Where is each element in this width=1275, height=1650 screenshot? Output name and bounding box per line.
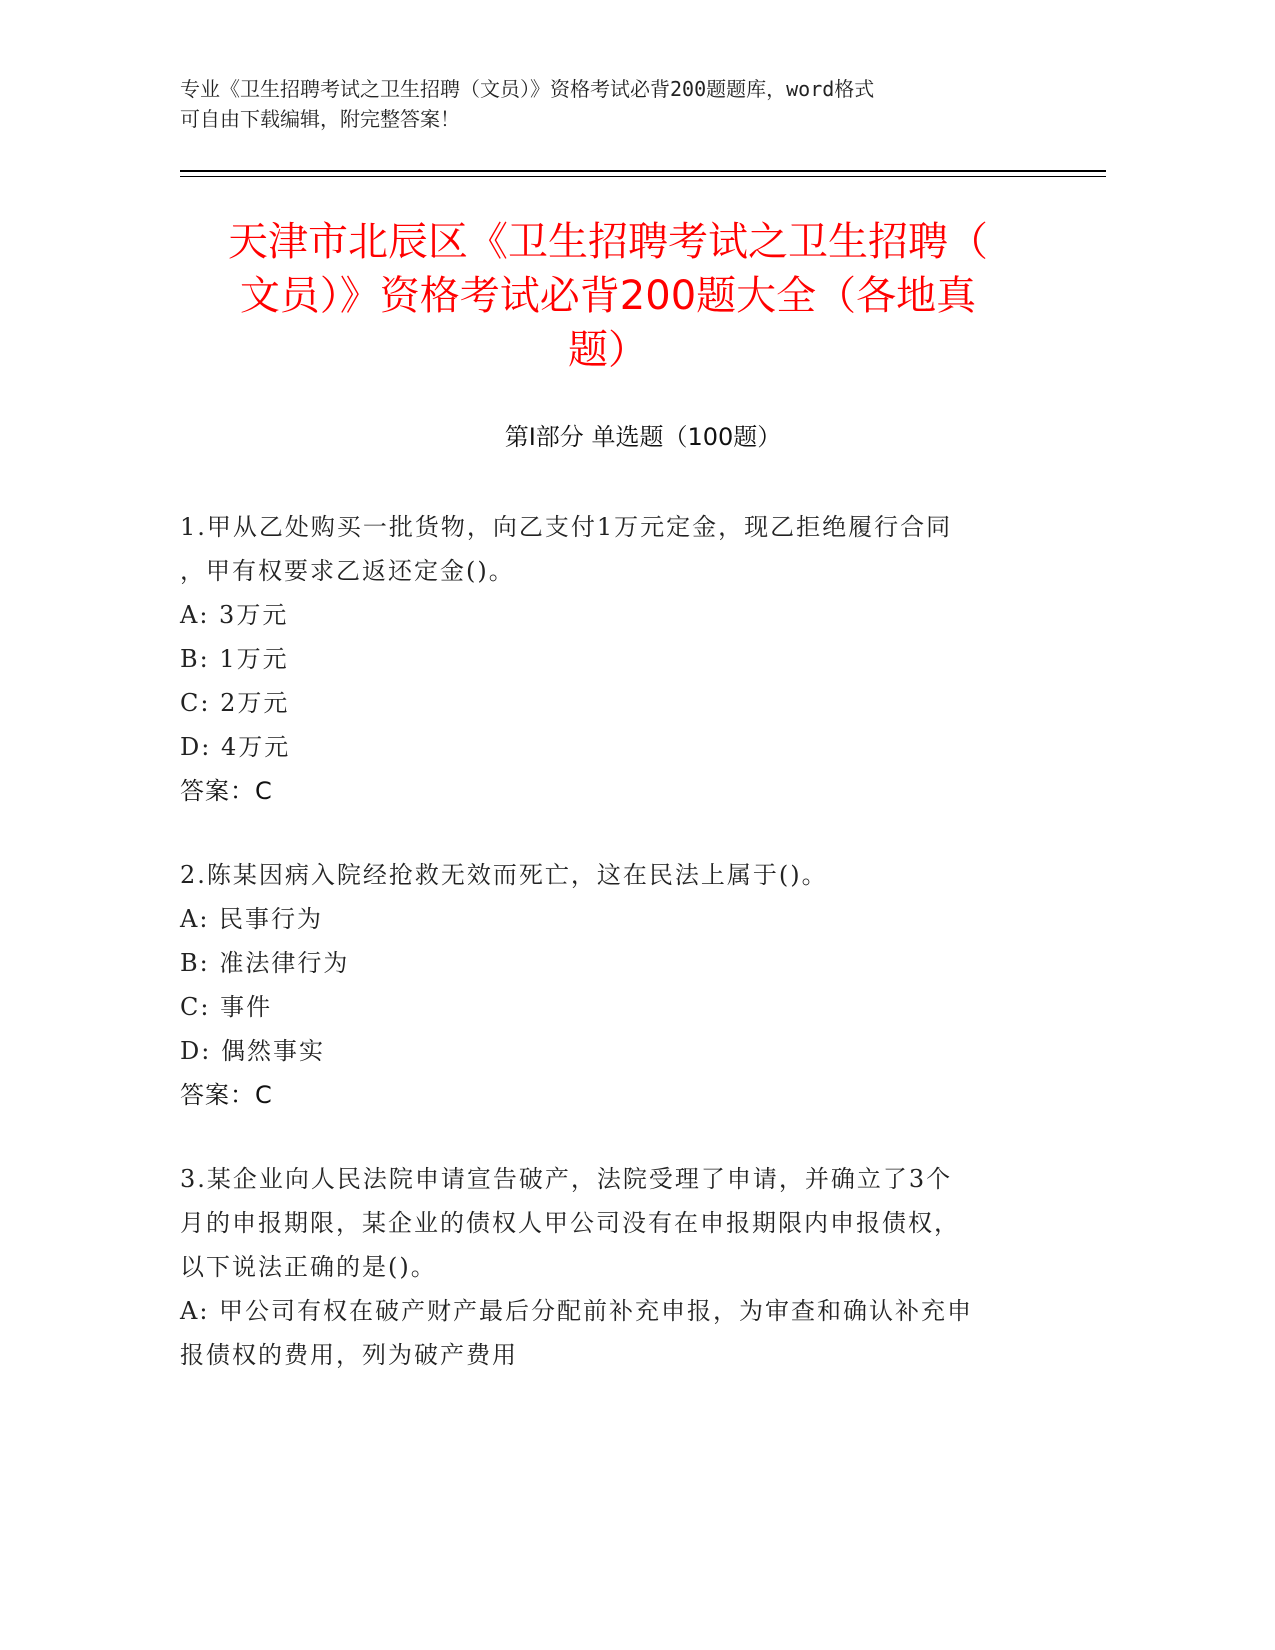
question-stem: 3.某企业向人民法院申请宣告破产，法院受理了申请，并确立了3个 xyxy=(180,1165,953,1193)
option-a: A: 民事行为 xyxy=(180,905,324,933)
question-stem: 以下说法正确的是()。 xyxy=(180,1253,437,1281)
question-stem: 1.甲从乙处购买一批货物，向乙支付1万元定金，现乙拒绝履行合同 xyxy=(180,513,953,541)
document-title xyxy=(150,215,1066,377)
question-stem: ，甲有权要求乙返还定金()。 xyxy=(180,557,515,585)
option-c: C: 事件 xyxy=(180,993,273,1021)
header-line: 专业《卫生招聘考试之卫生招聘（文员）》资格考试必背200题题库，word格式 xyxy=(180,77,875,101)
title-line: 文员）》资格考试必背200题大全（各地真 xyxy=(239,273,977,319)
question-item xyxy=(180,1157,1060,1377)
question-item xyxy=(180,505,1060,813)
option-b: B: 准法律行为 xyxy=(180,949,350,977)
option-d: D: 4万元 xyxy=(180,733,291,761)
option-d: D: 偶然事实 xyxy=(180,1037,325,1065)
title-line: 题） xyxy=(568,327,648,373)
section-heading: 第Ⅰ部分 单选题（100题） xyxy=(504,423,782,451)
option-a: A: 3万元 xyxy=(180,601,289,629)
question-item xyxy=(180,853,1060,1117)
option-a: A: 甲公司有权在破产财产最后分配前补充申报，为审查和确认补充申 xyxy=(180,1297,974,1325)
document-header-note xyxy=(180,74,1040,134)
header-divider xyxy=(180,170,1106,172)
option-b: B: 1万元 xyxy=(180,645,289,673)
option-c: C: 2万元 xyxy=(180,689,290,717)
question-stem: 月的申报期限，某企业的债权人甲公司没有在申报期限内申报债权， xyxy=(180,1209,960,1237)
question-stem: 2.陈某因病入院经抢救无效而死亡，这在民法上属于()。 xyxy=(180,861,828,889)
option-a-continued: 报债权的费用，列为破产费用 xyxy=(180,1341,518,1369)
question-list xyxy=(180,505,1060,1417)
answer-line: 答案：C xyxy=(180,1081,273,1109)
header-line: 可自由下载编辑，附完整答案！ xyxy=(180,107,460,131)
header-divider-thin xyxy=(180,176,1106,177)
title-line: 天津市北辰区《卫生招聘考试之卫生招聘（ xyxy=(228,219,988,265)
answer-line: 答案：C xyxy=(180,777,273,805)
